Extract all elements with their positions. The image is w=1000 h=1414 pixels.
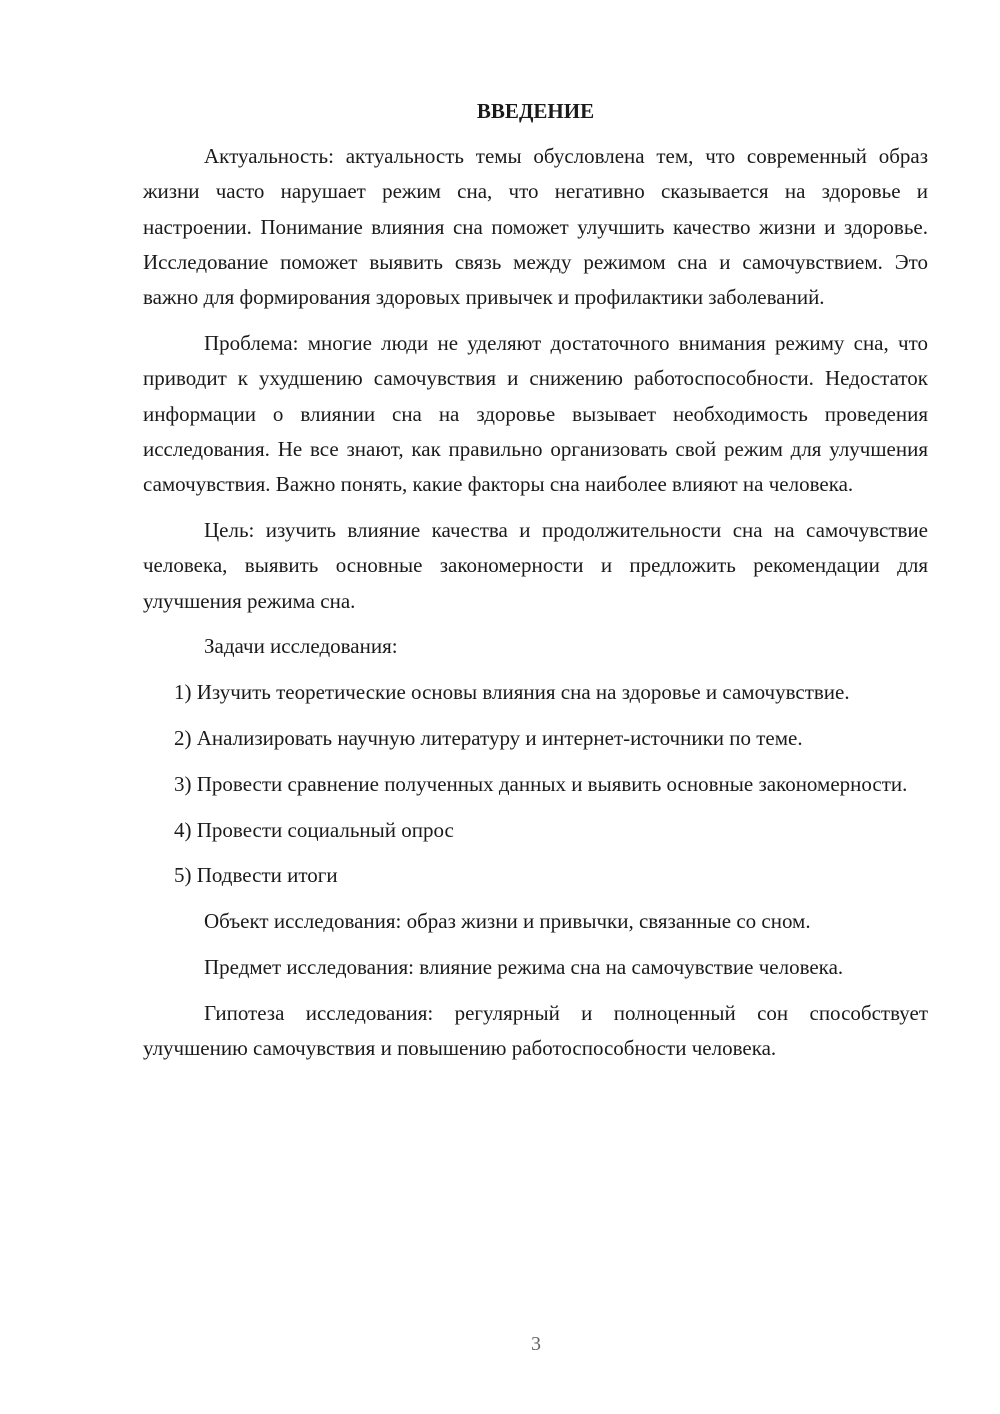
page-number: 3 (531, 1333, 541, 1355)
task-item-4: 4) Провести социальный опрос (174, 817, 454, 842)
paragraph-subject: Предмет исследования: влияние режима сна на самочувствие человека. (204, 954, 844, 979)
task-item-3: 3) Провести сравнение полученных данных и выявить основные закономерности. (174, 771, 908, 796)
section-title: ВВЕДЕНИЕ (476, 99, 595, 123)
paragraph-object: Объект исследования: образ жизни и привычки, связанные со сном. (204, 909, 811, 934)
paragraph-problem: Проблема: многие люди не уделяют достаточного внимания режиму сна, что приводит к ухудшению самочувствия и снижению работоспособности. Недостаток информации о влиянии сна на здоровье вызывает необходимость проведения исследования. Не все знают, как правильно организовать свой режим для улучшения самочувствия. Важно понять, какие факторы сна наиболее влияют на человека. (143, 330, 928, 497)
document-page (143, 94, 928, 1077)
task-item-5: 5) Подвести итоги (174, 863, 338, 888)
paragraph-goal: Цель: изучить влияние качества и продолжительности сна на самочувствие человека, выявить основные закономерности и предложить рекомендации для улучшения режима сна. (143, 517, 928, 613)
task-item-2: 2) Анализировать научную литературу и интернет-источники по теме. (174, 725, 803, 750)
paragraph-hypothesis: Гипотеза исследования: регулярный и полноценный сон способствует улучшению самочувствия и повышению работоспособности человека. (143, 1000, 928, 1061)
task-item-1: 1) Изучить теоретические основы влияния сна на здоровье и самочувствие. (174, 680, 850, 705)
paragraph-tasks-heading: Задачи исследования: (204, 634, 398, 659)
paragraph-relevance: Актуальность: актуальность темы обусловлена тем, что современный образ жизни часто нарушает режим сна, что негативно сказывается на здоровье и настроении. Понимание влияния сна поможет улучшить качество жизни и здоровье. Исследование поможет выявить связь между режимом сна и самочувствием. Это важно для формирования здоровых привычек и профилактики заболеваний. (143, 144, 928, 310)
